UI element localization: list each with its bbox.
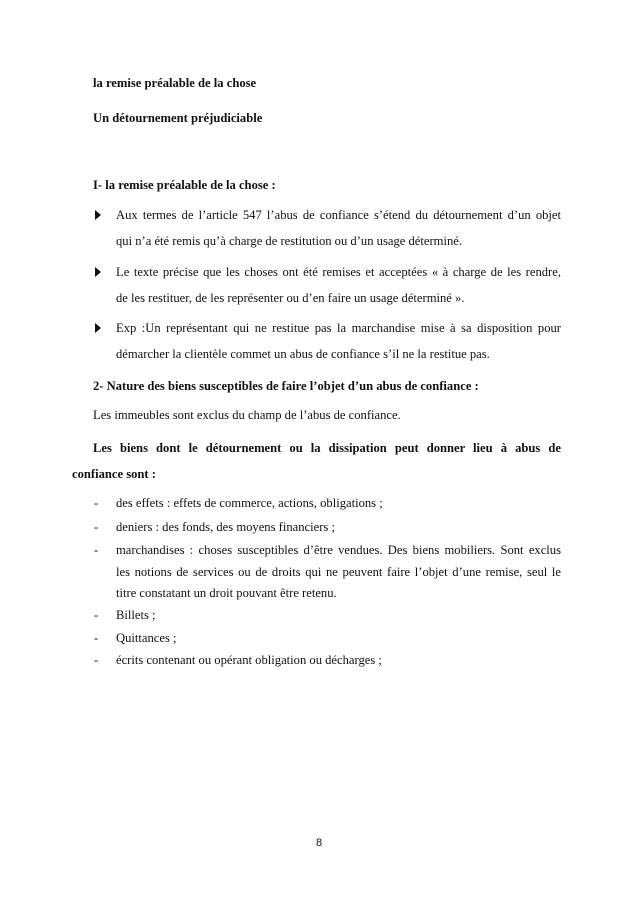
list-dash: - [94, 631, 99, 645]
bullet-2-line-1: Le texte précise que les choses ont été remises et acceptées « à charge de les rendre, [116, 265, 561, 279]
arrow-bullet-icon [95, 323, 101, 333]
heading-item-2: Un détournement préjudiciable [93, 111, 263, 125]
list-dash: - [94, 653, 99, 667]
bullet-3-line-1: Exp :Un représentant qui ne restitue pas la marchandise mise à sa disposition pour [116, 321, 561, 335]
arrow-bullet-icon [95, 267, 101, 277]
list-item-5: Quittances ; [116, 631, 177, 645]
section-2-intro-line-1: Les biens dont le détournement ou la dissipation peut donner lieu à abus de [93, 441, 561, 455]
section-2-title: 2- Nature des biens susceptibles de faire l’objet d’un abus de confiance : [93, 379, 479, 393]
section-2-intro-line-2: confiance sont : [72, 467, 156, 481]
list-item-4: Billets ; [116, 608, 156, 622]
section-1-title: I- la remise préalable de la chose : [93, 178, 276, 192]
section-2-sentence: Les immeubles sont exclus du champ de l’abus de confiance. [93, 408, 401, 422]
bullet-2-line-2: de les restituer, de les représenter ou d’en faire un usage déterminé ». [116, 291, 465, 305]
list-dash: - [94, 496, 99, 510]
list-dash: - [94, 608, 99, 622]
list-item-6: écrits contenant ou opérant obligation ou décharges ; [116, 653, 382, 667]
arrow-bullet-icon [95, 210, 101, 220]
list-dash: - [94, 543, 99, 557]
bullet-3-line-2: démarcher la clientèle commet un abus de confiance s’il ne la restitue pas. [116, 347, 490, 361]
list-item-2: deniers : des fonds, des moyens financiers ; [116, 520, 335, 534]
bullet-1-line-1: Aux termes de l’article 547 l’abus de confiance s’étend du détournement d’un objet [116, 208, 561, 222]
list-item-3-line-3: titre constatant un droit pouvant être retenu. [116, 586, 337, 600]
list-item-1: des effets : effets de commerce, actions, obligations ; [116, 496, 383, 510]
heading-item-1: la remise préalable de la chose [93, 76, 257, 90]
page-number: 8 [316, 837, 323, 849]
list-item-3-line-2: les notions de services ou de droits qui ne peuvent faire l’objet d’une remise, seul le [116, 565, 561, 579]
bullet-1-line-2: qui n’a été remis qu’à charge de restitution ou d’un usage déterminé. [116, 234, 462, 248]
list-item-3-line-1: marchandises : choses susceptibles d’être vendues. Des biens mobiliers. Sont exclus [116, 543, 561, 557]
list-dash: - [94, 520, 99, 534]
